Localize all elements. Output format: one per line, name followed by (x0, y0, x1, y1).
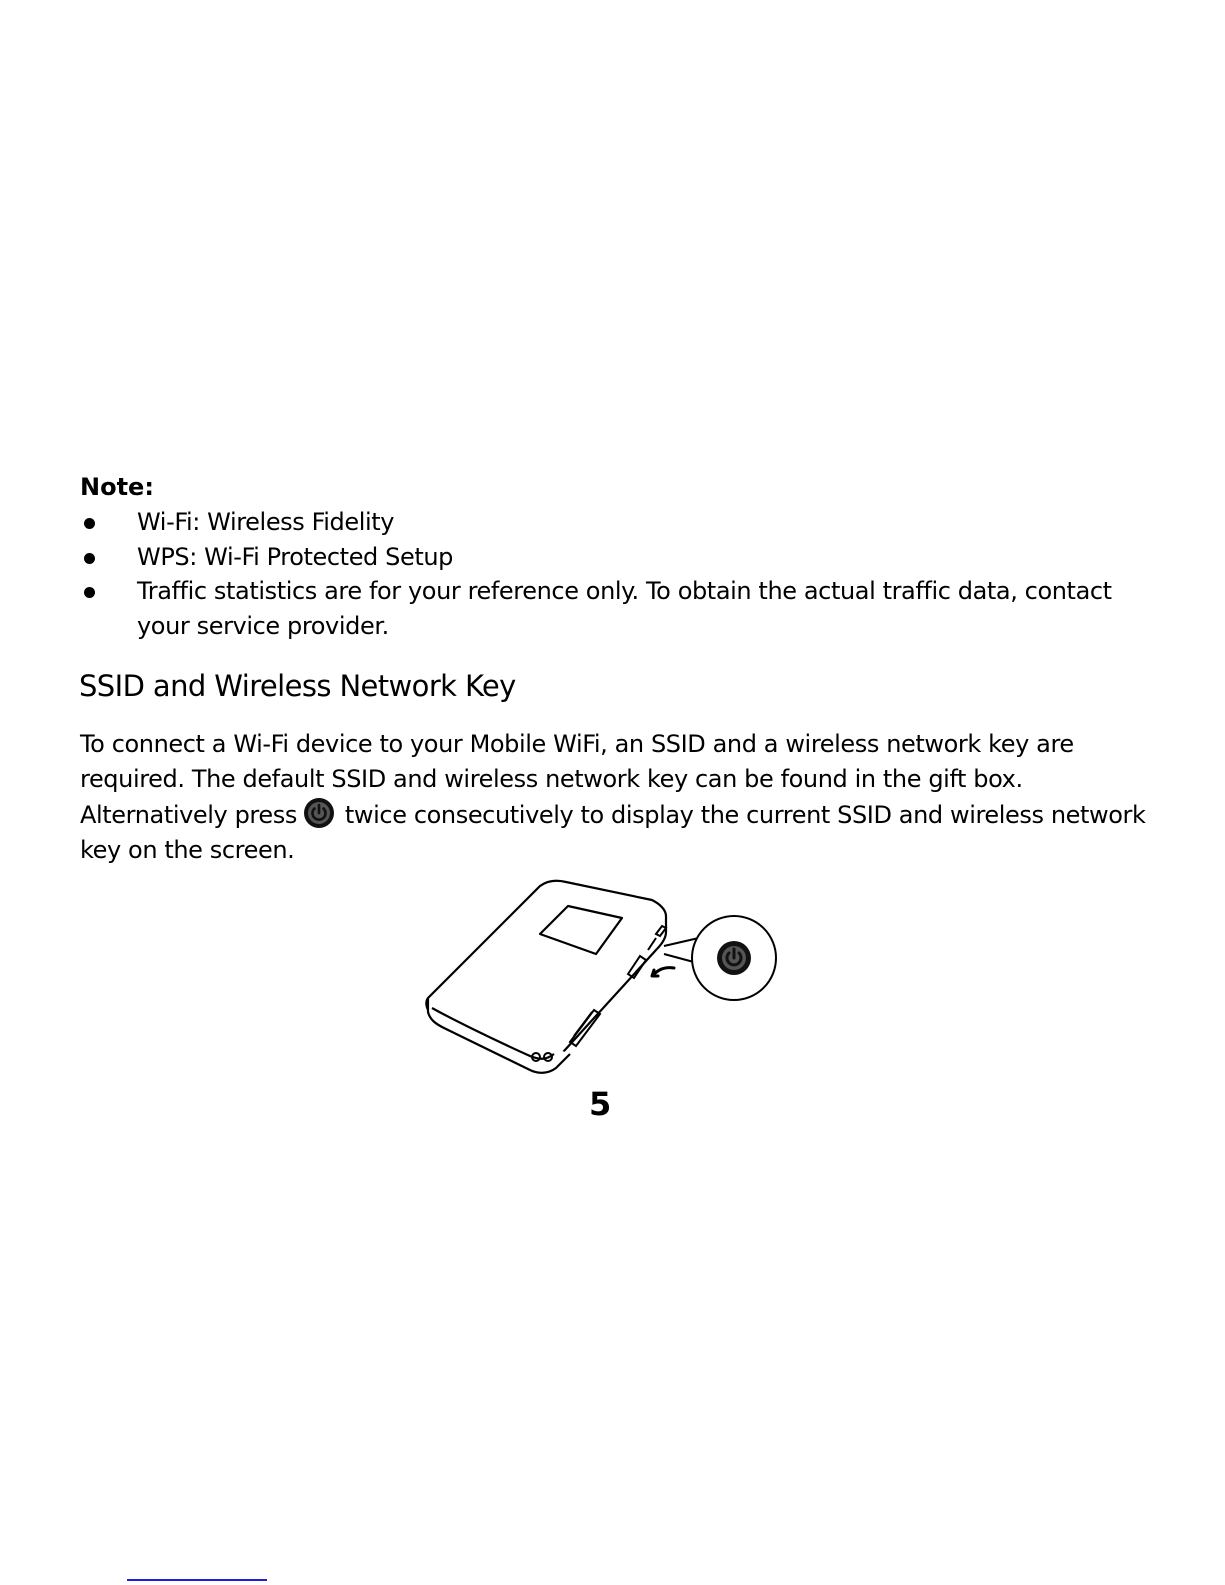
note-item-text: Traffic statistics are for your reference only. To obtain the actual traffic data, contact your service provider. (137, 577, 1112, 640)
note-list (80, 505, 1160, 643)
device-body (426, 881, 666, 1073)
instructions-text-before: To connect a Wi-Fi device to your Mobile WiFi, an SSID and a wireless network key are required. The default SSID and wireless network key can be found in the gift box. Alternatively press (80, 730, 1074, 829)
mobile-wifi-device-illustration (420, 876, 785, 1076)
note-item (80, 574, 1160, 643)
note-item-text: Wi-Fi: Wireless Fidelity (137, 508, 395, 536)
footer-link-underline[interactable] (127, 1579, 267, 1581)
bullet-icon (84, 553, 95, 564)
note-title: Note: (80, 473, 154, 501)
bullet-icon (84, 587, 95, 598)
note-item (80, 505, 1160, 540)
note-item (80, 540, 1160, 575)
instructions-text-after: twice consecutively to display the current SSID and wireless network key on the screen. (80, 801, 1146, 864)
note-item-text: WPS: Wi-Fi Protected Setup (137, 542, 453, 571)
page-number: 5 (589, 1085, 612, 1123)
section-heading: SSID and Wireless Network Key (79, 669, 516, 703)
bullet-icon (84, 518, 95, 529)
press-arrow-icon (652, 968, 674, 976)
ssid-instructions (80, 727, 1160, 868)
zoomed-power-button-icon (717, 941, 751, 975)
power-button-icon (303, 797, 335, 829)
